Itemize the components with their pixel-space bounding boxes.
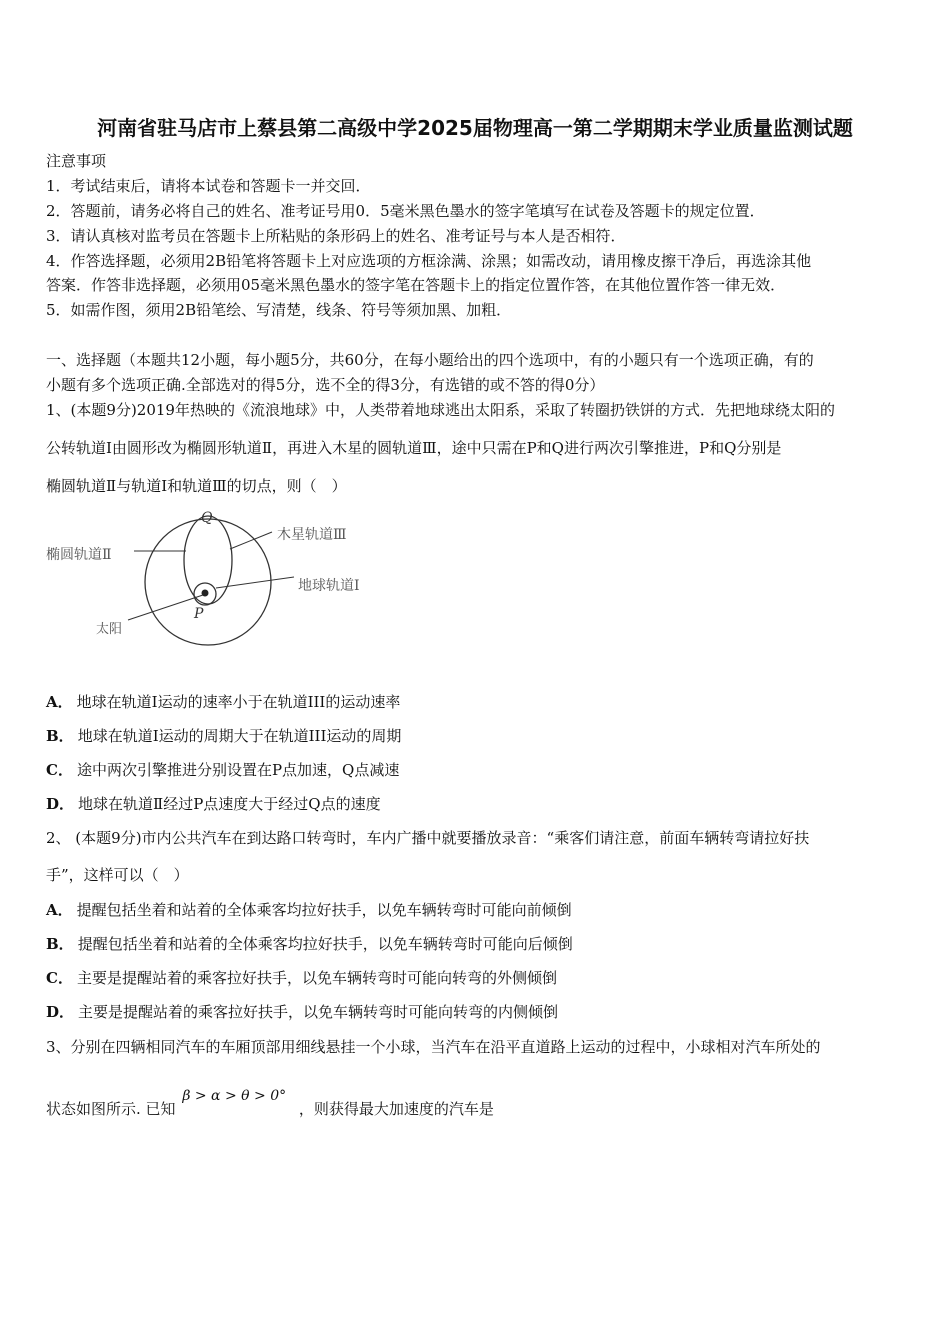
leader-sun: [128, 595, 203, 620]
option-text: 地球在轨道Ⅰ运动的速率小于在轨道III的运动速率: [76, 693, 401, 711]
ellipse-orbit: [184, 516, 232, 604]
section-instructions: 一、选择题（本题共12小题，每小题5分，共60分，在每小题给出的四个选项中，有的小题只有一个选项正确，有的: [46, 351, 814, 369]
page-title: 河南省驻马店市上蔡县第二高级中学2025届物理高一第二学期期末学业质量监测试题: [97, 116, 853, 140]
q1-option-a: [46, 691, 400, 713]
option-letter: B．: [46, 727, 74, 745]
q3-formula: β > α > θ > 0°: [182, 1088, 287, 1104]
q3-text-before: 状态如图所示. 已知: [46, 1100, 176, 1118]
question-2-stem: 2、 (本题9分)市内公共汽车在到达路口转弯时，车内广播中就要播放录音：“乘客们请注意，前面车辆转弯请拉好扶: [46, 829, 810, 847]
option-text: 提醒包括坐着和站着的全体乘客均拉好扶手，以免车辆转弯时可能向后倾倒: [77, 935, 573, 953]
section-instructions-cont: 小题有多个选项正确.全部选对的得5分，选不全的得3分，有选错的或不答的得0分）: [46, 376, 605, 394]
notice-item: 1．考试结束后，请将本试卷和答题卡一并交回．: [46, 177, 371, 195]
orbit-figure: [40, 504, 380, 654]
label-q: Q: [201, 510, 213, 526]
option-letter: C．: [46, 761, 73, 779]
q1-option-c: [46, 759, 399, 781]
q2-option-a: [46, 899, 572, 921]
q2-option-c: [46, 967, 557, 989]
option-text: 地球在轨道Ⅰ运动的周期大于在轨道III运动的周期: [77, 727, 402, 745]
question-1-stem-end: 椭圆轨道Ⅱ与轨道Ⅰ和轨道Ⅲ的切点，则（ ）: [46, 477, 347, 495]
option-text: 地球在轨道Ⅱ经过P点速度大于经过Q点的速度: [78, 795, 381, 813]
question-2-stem-cont: 手”，这样可以（ ）: [46, 866, 189, 884]
notice-item: 2．答题前，请务必将自己的姓名、准考证号用0．5毫米黑色墨水的签字笔填写在试卷及答题卡的规定位置．: [46, 202, 765, 220]
option-letter: C．: [46, 969, 73, 987]
notice-heading: 注意事项: [46, 152, 107, 170]
jupiter-orbit-circle: [145, 519, 271, 645]
notice-item: 4．作答选择题，必须用2B铅笔将答题卡上对应选项的方框涂满、涂黑；如需改动，请用橡皮擦干净后，再选涂其他: [46, 252, 812, 270]
q1-option-b: [46, 725, 401, 747]
leader-jupiter: [230, 532, 272, 549]
option-letter: D．: [46, 795, 75, 813]
label-jupiter-orbit: 木星轨道Ⅲ: [277, 527, 347, 543]
question-1-stem: 1、(本题9分)2019年热映的《流浪地球》中，人类带着地球逃出太阳系，采取了转圈扔铁饼的方式．先把地球绕太阳的: [46, 401, 835, 419]
label-earth-orbit: 地球轨道Ⅰ: [298, 578, 360, 594]
option-text: 主要是提醒站着的乘客拉好扶手，以免车辆转弯时可能向转弯的外侧倾倒: [76, 969, 557, 987]
question-1-stem-cont: 公转轨道Ⅰ由圆形改为椭圆形轨道Ⅱ，再进入木星的圆轨道Ⅲ，途中只需在P和Q进行两次引擎推进，P和Q分别是: [46, 439, 782, 457]
question-3-stem-cont: [46, 1088, 494, 1121]
option-text: 提醒包括坐着和站着的全体乘客均拉好扶手，以免车辆转弯时可能向前倾倒: [76, 901, 572, 919]
label-ellipse-orbit: 椭圆轨道Ⅱ: [46, 547, 112, 563]
option-text: 主要是提醒站着的乘客拉好扶手，以免车辆转弯时可能向转弯的内侧倾倒: [78, 1003, 559, 1021]
q1-option-d: [46, 793, 381, 815]
q3-text-after: ，则获得最大加速度的汽车是: [298, 1100, 494, 1118]
label-p: P: [194, 606, 204, 622]
notice-item: 答案．作答非选择题，必须用05毫米黑色墨水的签字笔在答题卡上的指定位置作答，在其他位置作答一律无效．: [46, 276, 786, 294]
option-letter: D．: [46, 1003, 75, 1021]
q2-option-b: [46, 933, 573, 955]
label-sun: 太阳: [96, 622, 123, 637]
option-letter: A．: [46, 901, 73, 919]
notice-item: 3．请认真核对监考员在答题卡上所粘贴的条形码上的姓名、准考证号与本人是否相符．: [46, 227, 626, 245]
question-3-stem: 3、分别在四辆相同汽车的车厢顶部用细线悬挂一个小球，当汽车在沿平直道路上运动的过程中，小球相对汽车所处的: [46, 1038, 821, 1056]
option-text: 途中两次引擎推进分别设置在P点加速，Q点减速: [76, 761, 400, 779]
option-letter: A．: [46, 693, 73, 711]
notice-item: 5．如需作图，须用2B铅笔绘、写清楚，线条、符号等须加黑、加粗．: [46, 301, 512, 319]
q2-option-d: [46, 1001, 558, 1023]
leader-earth: [216, 577, 294, 588]
option-letter: B．: [46, 935, 74, 953]
